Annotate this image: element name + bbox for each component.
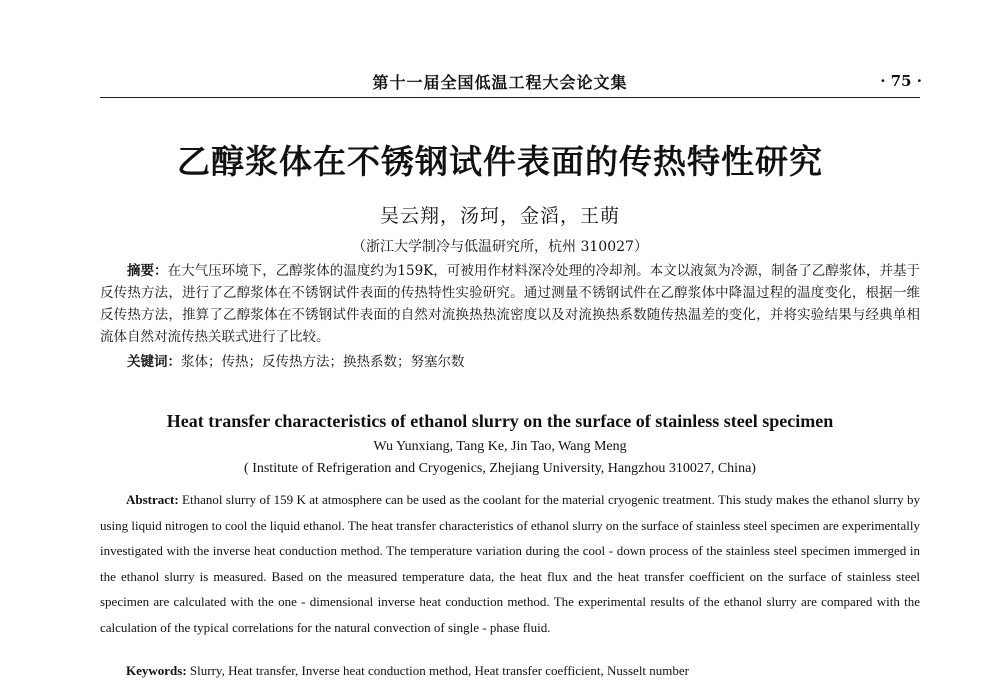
keywords-en bbox=[100, 663, 920, 679]
keywords-cn bbox=[100, 350, 920, 370]
abstract-cn bbox=[100, 260, 920, 348]
running-header-title: 第十一届全国低温工程大会论文集 bbox=[372, 73, 628, 92]
abstract-en bbox=[100, 487, 920, 640]
keywords-en-text: Slurry, Heat transfer, Inverse heat conduction method, Heat transfer coefficient, Nusselt number bbox=[186, 663, 689, 678]
keywords-cn-label: 关键词： bbox=[127, 354, 181, 370]
abstract-en-text: Ethanol slurry of 159 K at atmosphere can be used as the coolant for the material cryogenic treatment. This study makes the ethanol slurry by using liquid nitrogen to cool the liquid ethanol. The heat transfer characteristics of ethanol slurry on the surface of stainless steel specimen are experimentally investigated with the inverse heat conduction method. The temperature variation during the cool - down process of the stainless steel specimen immerged in the ethanol slurry is measured. Based on the measured temperature data, the heat flux and the heat transfer coefficient on the surface of stainless steel specimen are calculated with the one - dimensional inverse heat conduction method. The experimental results of the ethanol slurry are compared with the calculation of the typical correlations for the natural convection of single - phase fluid. bbox=[100, 492, 920, 635]
authors-cn: 吴云翔，汤珂，金滔，王萌 bbox=[379, 205, 620, 227]
affiliation-cn: （浙江大学制冷与低温研究所，杭州 310027） bbox=[352, 239, 648, 255]
page-number: · 75 · bbox=[880, 72, 922, 90]
abstract-cn-label: 摘要： bbox=[127, 263, 168, 279]
authors-en: Wu Yunxiang, Tang Ke, Jin Tao, Wang Meng bbox=[373, 439, 627, 454]
affiliation-en: ( Institute of Refrigeration and Cryogenics, Zhejiang University, Hangzhou 310027, China) bbox=[244, 461, 756, 476]
keywords-en-label: Keywords: bbox=[126, 663, 187, 678]
abstract-en-label: Abstract: bbox=[126, 492, 179, 507]
keywords-cn-text: 浆体；传热；反传热方法；换热系数；努塞尔数 bbox=[181, 354, 465, 370]
paper-title-cn: 乙醇浆体在不锈钢试件表面的传热特性研究 bbox=[177, 142, 823, 181]
header-rule bbox=[100, 97, 920, 98]
abstract-cn-text: 在大气压环境下，乙醇浆体的温度约为159K，可被用作材料深冷处理的冷却剂。本文以液氮为冷源，制备了乙醇浆体，并基于反传热方法，进行了乙醇浆体在不锈钢试件表面的传热特性实验研究。通过测量不锈钢试件在乙醇浆体中降温过程的温度变化，根据一维反传热方法，推算了乙醇浆体在不锈钢试件表面的自然对流换热热流密度以及对流换热系数随传热温差的变化，并将实验结果与经典单相流体自然对流传热关联式进行了比较。 bbox=[100, 263, 920, 345]
paper-title-en: Heat transfer characteristics of ethanol slurry on the surface of stainless steel specimen bbox=[166, 411, 834, 431]
